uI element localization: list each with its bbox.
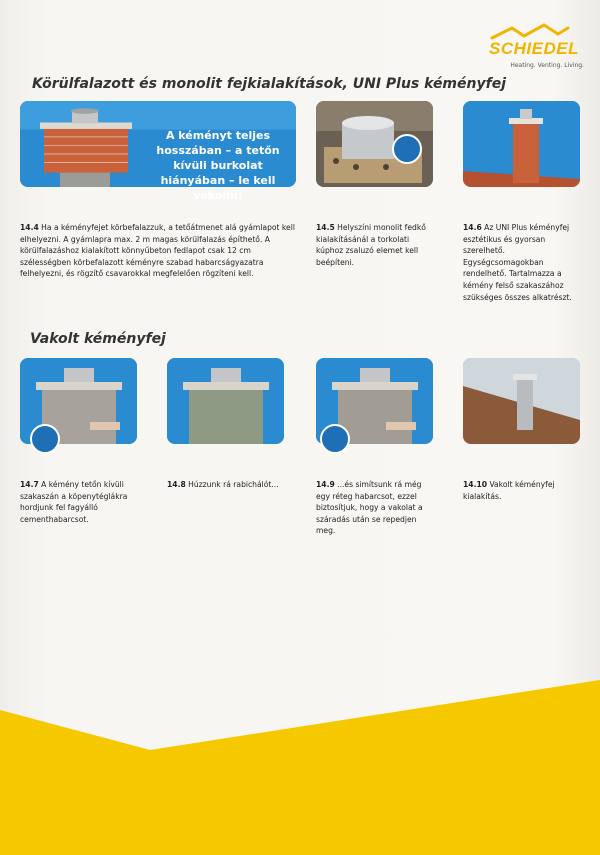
glove-icon bbox=[30, 424, 60, 454]
caption-14-9: 14.9 ...és simítsunk rá még egy réteg habarcsot, ezzel biztosítjuk, hogy a vakolat a száradás után se repedjen meg. bbox=[316, 480, 423, 536]
logo-brand: SCHIEDEL bbox=[489, 39, 579, 58]
caption-14-10: 14.10 Vakolt kéményfej kialakítás. bbox=[463, 480, 555, 501]
caption-14-8: 14.8 Húzzunk rá rabichálót... bbox=[167, 480, 279, 489]
glove-icon bbox=[392, 134, 422, 164]
section-title-rendered: Vakolt kéményfej bbox=[30, 331, 166, 347]
section-title-surround: Körülfalazott és monolit fejkialakítások, UNI Plus kéményfej bbox=[32, 76, 506, 92]
caption-14-5: 14.5 Helyszíni monolit fedkő kialakításánál a torkolati kúphoz zsaluzó elemet kell beépíteni. bbox=[316, 223, 426, 267]
rendered-chimney-photo bbox=[463, 358, 580, 444]
lath-mesh-photo bbox=[167, 358, 284, 444]
glove-icon bbox=[320, 424, 350, 454]
caption-14-4: 14.4 Ha a kéményfejet körbefalazzuk, a tetőátmenet alá gyámlapot kell elhelyezni. A gyámlapra max. 2 m magas körülfalazás építhető. A körülfalazáshoz kialakított könnyűbeton fedlapot csak 12 cm szélességben körbefalazott kéményre szabad habarcságyazatra felhelyezni, és rögzítő csavarokkal megfelelően rögzíteni kell. bbox=[20, 223, 295, 279]
caption-14-7: 14.7 A kémény tetőn kívüli szakaszán a köpenytéglákra hordjunk fel fagyálló cementhabarcsot. bbox=[20, 480, 128, 524]
uni-plus-chimney-photo bbox=[463, 101, 580, 187]
logo-tagline: Heating. Venting. Living. bbox=[510, 62, 584, 69]
yellow-footer-band bbox=[0, 680, 600, 855]
callout-warning: A kéményt teljes hosszában – a tetőn kívüli burkolat hiányában – le kell vakolni! bbox=[156, 129, 280, 202]
caption-14-6: 14.6 Az UNI Plus kéményfej esztétikus és gyorsan szerelhető. Egységcsomagokban rendelhető. Tartalmazza a kémény felső szakaszához szükséges összes alkatrészt. bbox=[463, 223, 572, 302]
schiedel-logo bbox=[484, 22, 584, 70]
